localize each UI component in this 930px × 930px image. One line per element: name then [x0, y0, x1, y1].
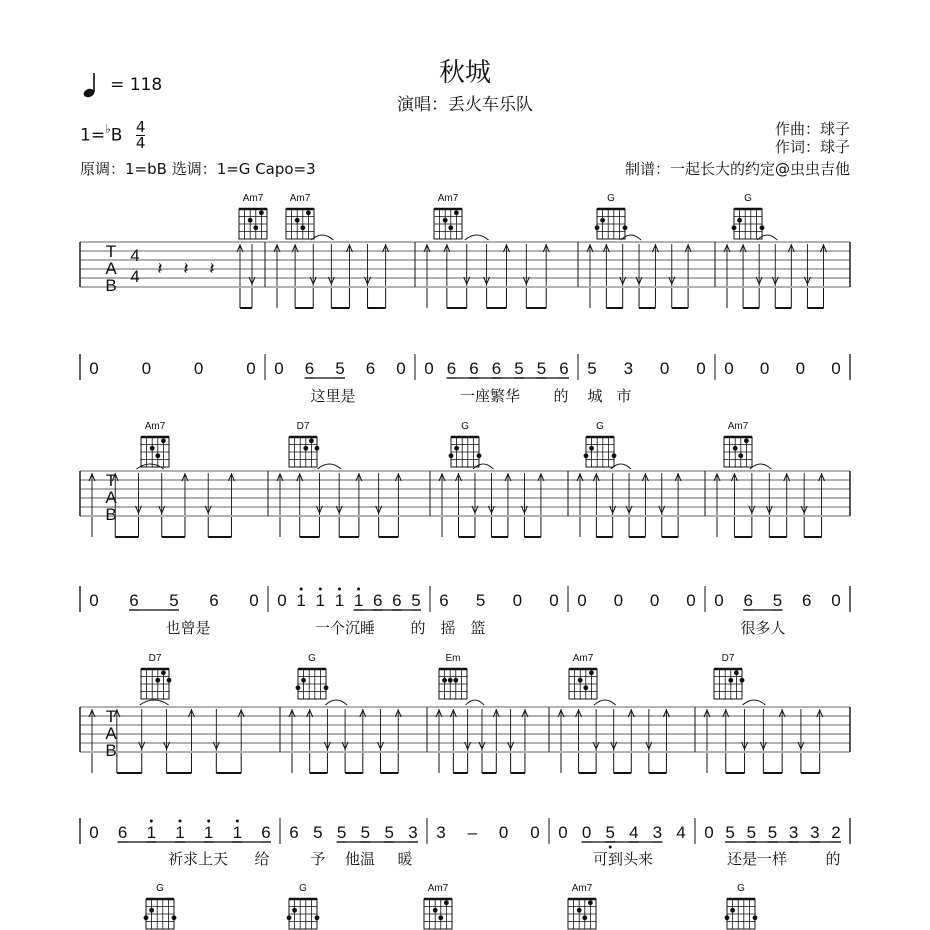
- rest-icon: 𝄽: [209, 259, 215, 278]
- jianpu-note: 6: [372, 591, 383, 610]
- tie-arc: [317, 464, 341, 469]
- jianpu-note: 5: [746, 823, 757, 842]
- chord-diagram: [732, 193, 765, 239]
- lyric-word: 一个沉睡: [314, 619, 376, 637]
- jianpu-note: 0: [246, 359, 256, 378]
- chord-dot: [577, 908, 582, 913]
- jianpu-note: 0: [686, 591, 696, 610]
- chord-name: G: [299, 883, 307, 894]
- chord-name: Am7: [144, 421, 166, 432]
- jianpu-note: 1: [175, 823, 185, 842]
- jianpu-note: 0: [558, 823, 568, 842]
- tie-arc: [311, 235, 333, 240]
- chord-dot: [155, 678, 160, 683]
- jianpu-note: 3: [408, 823, 418, 842]
- lyricist: 作词：球子: [774, 138, 850, 156]
- chord-name: G: [737, 883, 745, 894]
- lyric-word: 他温: [344, 850, 376, 868]
- jianpu-note: 0: [831, 359, 841, 378]
- chord-dot: [737, 218, 742, 223]
- jianpu-note: 6: [304, 359, 315, 378]
- jianpu-note: 0: [193, 359, 204, 378]
- lyric-word: 很多人: [740, 619, 786, 637]
- chord-dot: [442, 678, 447, 683]
- lyric-word: 的: [825, 850, 841, 868]
- jianpu-note: 3: [810, 823, 820, 842]
- chord-diagram: [724, 421, 752, 467]
- jianpu-note: 5: [336, 823, 347, 842]
- chord-diagram: [439, 653, 467, 699]
- chord-dot: [734, 670, 739, 675]
- lyric-word: 摇: [440, 619, 456, 637]
- chord-diagram: [287, 883, 320, 929]
- lyric-word: 这里是: [310, 387, 356, 405]
- jianpu-note: 1: [146, 823, 157, 842]
- chord-dot: [315, 446, 320, 451]
- chord-diagram: [296, 653, 329, 699]
- chord-dot: [448, 678, 453, 683]
- lyric-word: 的: [553, 387, 569, 405]
- chord-diagram: [141, 421, 169, 467]
- tab-letter: T: [105, 471, 117, 490]
- tab-letter: T: [105, 707, 117, 726]
- rest-icon: 𝄽: [157, 259, 163, 278]
- jianpu-note: 6: [209, 591, 219, 610]
- jianpu-note: 0: [249, 591, 259, 610]
- chord-dot: [584, 453, 589, 458]
- chord-dot: [315, 915, 320, 920]
- chord-diagram: [568, 883, 596, 929]
- tab-letter: A: [105, 488, 117, 507]
- lyric-word: 可到头来: [592, 850, 654, 868]
- jianpu-note: 0: [277, 591, 287, 610]
- time-numerator: 4: [135, 118, 146, 136]
- jianpu-note: 0: [396, 359, 406, 378]
- octave-dot-high: [338, 588, 341, 591]
- chord-diagram: [289, 421, 319, 467]
- chord-dot: [454, 210, 459, 215]
- jianpu-note: 0: [613, 591, 624, 610]
- jianpu-note: 6: [289, 823, 299, 842]
- chord-dot: [301, 678, 306, 683]
- jianpu-note: –: [467, 823, 478, 842]
- chord-diagram: [449, 421, 482, 467]
- time-denominator: 4: [135, 134, 146, 152]
- chord-name: Am7: [572, 653, 594, 664]
- composer: 作曲：球子: [774, 120, 850, 138]
- chord-dot: [449, 453, 454, 458]
- lyric-word: 还是一样: [726, 850, 788, 868]
- octave-dot-low: [609, 846, 612, 849]
- chord-diagram: [144, 883, 177, 929]
- jianpu-note: 2: [831, 823, 841, 842]
- jianpu-note: 0: [659, 359, 670, 378]
- chord-name: G: [596, 421, 604, 432]
- lyric-word: 祈求上天: [167, 850, 229, 868]
- jianpu-note: 0: [696, 359, 706, 378]
- chord-name: Am7: [571, 883, 593, 894]
- chord-dot: [300, 225, 305, 230]
- arranger: 制谱：一起长大的约定@虫虫吉他: [624, 160, 850, 178]
- chord-dot: [259, 210, 264, 215]
- tab-letter: B: [105, 505, 117, 524]
- chord-dot: [454, 446, 459, 451]
- chord-dot: [582, 915, 587, 920]
- octave-dot-high: [319, 588, 322, 591]
- lyric-word: 篮: [470, 619, 486, 637]
- lyric-word: 市: [616, 387, 632, 405]
- chord-name: G: [308, 653, 316, 664]
- key-note: B: [110, 125, 123, 146]
- chord-dot: [583, 685, 588, 690]
- jianpu-note: 0: [714, 591, 724, 610]
- chord-dot: [150, 446, 155, 451]
- lyric-word: 的: [410, 619, 426, 637]
- rest-icon: 𝄽: [183, 259, 189, 278]
- lyric-word: 给: [254, 850, 270, 868]
- chord-diagram: [434, 193, 462, 239]
- chord-dot: [248, 218, 253, 223]
- singer-line: 演唱：丢火车乐队: [397, 95, 533, 115]
- jianpu-note: 0: [795, 359, 806, 378]
- chord-name: Am7: [289, 193, 311, 204]
- chord-dot: [578, 678, 583, 683]
- jianpu-note: 0: [704, 823, 714, 842]
- chord-dot: [744, 438, 749, 443]
- jianpu-note: 6: [392, 591, 402, 610]
- tab-letter: A: [105, 259, 117, 278]
- jianpu-note: 5: [514, 359, 524, 378]
- jianpu-note: 6: [802, 591, 812, 610]
- jianpu-note: 0: [724, 359, 734, 378]
- jianpu-note: 6: [491, 359, 502, 378]
- chord-dot: [443, 218, 448, 223]
- jianpu-note: 6: [559, 359, 569, 378]
- chord-dot: [753, 915, 758, 920]
- jianpu-note: 6: [129, 591, 139, 610]
- jianpu-note: 1: [232, 823, 243, 842]
- jianpu-note: 0: [89, 591, 99, 610]
- jianpu-note: 0: [759, 359, 770, 378]
- chord-diagram: [286, 193, 314, 239]
- chord-dot: [444, 900, 449, 905]
- chord-name: Am7: [242, 193, 264, 204]
- jianpu-note: 0: [141, 359, 152, 378]
- tab-letter: B: [105, 741, 117, 760]
- tie-arc: [466, 700, 484, 705]
- tie-arc: [465, 235, 489, 240]
- chord-dot: [295, 218, 300, 223]
- chord-dot: [253, 225, 258, 230]
- jianpu-note: 5: [605, 823, 615, 842]
- jianpu-note: 4: [676, 823, 686, 842]
- octave-dot-high: [207, 820, 210, 823]
- time-sig-digit: 4: [130, 246, 140, 265]
- chord-diagram: [569, 653, 597, 699]
- chord-dot: [589, 670, 594, 675]
- chord-name: Em: [445, 653, 461, 664]
- jianpu-note: 0: [831, 591, 841, 610]
- chord-dot: [161, 438, 166, 443]
- jianpu-note: 6: [446, 359, 457, 378]
- jianpu-note: 5: [587, 359, 597, 378]
- jianpu-note: 1: [334, 591, 345, 610]
- chord-name: Am7: [427, 883, 449, 894]
- tempo-value: = 118: [110, 75, 163, 95]
- chord-dot: [438, 915, 443, 920]
- chord-dot: [623, 225, 628, 230]
- jianpu-note: 6: [469, 359, 479, 378]
- chord-name: D7: [296, 421, 310, 432]
- chord-dot: [167, 678, 172, 683]
- jianpu-note: 1: [296, 591, 306, 610]
- chord-diagram: [141, 653, 171, 699]
- time-sig-digit: 4: [130, 267, 140, 286]
- song-title: 秋城: [438, 58, 491, 88]
- jianpu-note: 5: [384, 823, 394, 842]
- tie-arc: [473, 464, 493, 469]
- lyric-word: 一座繁华: [459, 387, 521, 405]
- chord-dot: [161, 670, 166, 675]
- jianpu-note: 5: [772, 591, 783, 610]
- jianpu-note: 0: [649, 591, 660, 610]
- octave-dot-high: [179, 820, 182, 823]
- octave-dot-high: [357, 588, 360, 591]
- lyric-word: 暖: [397, 850, 413, 868]
- lyric-word: 城: [587, 387, 603, 405]
- chord-dot: [172, 915, 177, 920]
- chord-name: G: [156, 883, 164, 894]
- chord-diagram: [424, 883, 452, 929]
- jianpu-note: 5: [360, 823, 371, 842]
- key-prefix: 1=: [80, 125, 106, 146]
- chord-dot: [730, 908, 735, 913]
- chord-diagram: [239, 193, 267, 239]
- chord-dot: [303, 446, 308, 451]
- chord-dot: [600, 218, 605, 223]
- jianpu-note: 1: [353, 591, 364, 610]
- chord-diagram: [595, 193, 628, 239]
- chord-dot: [309, 438, 314, 443]
- jianpu-note: 0: [424, 359, 434, 378]
- chord-dot: [725, 915, 730, 920]
- jianpu-note: 0: [512, 591, 523, 610]
- chord-dot: [306, 210, 311, 215]
- chord-dot: [728, 678, 733, 683]
- jianpu-note: 3: [652, 823, 663, 842]
- chord-dot: [595, 225, 600, 230]
- chord-dot: [733, 446, 738, 451]
- jianpu-note: 5: [313, 823, 323, 842]
- octave-dot-high: [300, 588, 303, 591]
- jianpu-note: 0: [549, 591, 559, 610]
- chord-dot: [149, 908, 154, 913]
- key-flat: ♭: [105, 121, 111, 136]
- chord-dot: [732, 225, 737, 230]
- chord-dot: [740, 678, 745, 683]
- tie-arc: [325, 700, 347, 705]
- chord-name: G: [607, 193, 615, 204]
- chord-diagram: [714, 653, 744, 699]
- jianpu-note: 5: [411, 591, 421, 610]
- jianpu-note: 3: [788, 823, 799, 842]
- octave-dot-high: [150, 820, 153, 823]
- chord-dot: [292, 908, 297, 913]
- jianpu-note: 3: [623, 359, 634, 378]
- tab-letter: A: [105, 724, 117, 743]
- jianpu-note: 3: [436, 823, 446, 842]
- chord-dot: [296, 685, 301, 690]
- jianpu-note: 4: [629, 823, 639, 842]
- octave-dot-high: [236, 820, 239, 823]
- jianpu-note: 6: [261, 823, 271, 842]
- tie-arc: [743, 700, 766, 705]
- jianpu-note: 1: [203, 823, 214, 842]
- jianpu-note: 5: [725, 823, 735, 842]
- chord-diagram: [725, 883, 758, 929]
- chord-dot: [612, 453, 617, 458]
- tie-arc: [750, 464, 771, 469]
- jianpu-note: 6: [365, 359, 376, 378]
- tie-arc: [140, 700, 169, 705]
- tie-arc: [594, 700, 616, 705]
- jianpu-note: 0: [581, 823, 592, 842]
- chord-name: Am7: [437, 193, 459, 204]
- jianpu-note: 6: [117, 823, 128, 842]
- chord-diagram: [584, 421, 617, 467]
- chord-name: G: [744, 193, 752, 204]
- chord-dot: [760, 225, 765, 230]
- jianpu-note: 5: [475, 591, 486, 610]
- chord-dot: [433, 908, 438, 913]
- jianpu-note: 5: [169, 591, 179, 610]
- chord-dot: [144, 915, 149, 920]
- chord-name: D7: [721, 653, 735, 664]
- chord-name: Am7: [727, 421, 749, 432]
- jianpu-note: 0: [530, 823, 540, 842]
- chord-dot: [453, 678, 458, 683]
- jianpu-note: 1: [315, 591, 326, 610]
- chord-dot: [155, 453, 160, 458]
- jianpu-note: 6: [439, 591, 449, 610]
- chord-dot: [589, 446, 594, 451]
- jianpu-note: 0: [577, 591, 587, 610]
- chord-name: D7: [148, 653, 162, 664]
- tab-letter: B: [105, 276, 117, 295]
- chord-dot: [738, 453, 743, 458]
- tab-letter: T: [105, 242, 117, 261]
- jianpu-note: 0: [89, 823, 99, 842]
- jianpu-note: 0: [274, 359, 284, 378]
- chord-dot: [448, 225, 453, 230]
- jianpu-note: 5: [536, 359, 547, 378]
- chord-dot: [287, 915, 292, 920]
- chord-dot: [324, 685, 329, 690]
- jianpu-note: 0: [498, 823, 509, 842]
- jianpu-note: 5: [767, 823, 778, 842]
- jianpu-note: 6: [743, 591, 753, 610]
- original-key-line: 原调：1=bB 选调：1=G Capo=3: [80, 160, 316, 178]
- chord-name: G: [461, 421, 469, 432]
- lyric-word: 也曾是: [165, 619, 211, 637]
- lyric-word: 予: [310, 850, 326, 868]
- jianpu-note: 5: [335, 359, 345, 378]
- chord-dot: [588, 900, 593, 905]
- jianpu-note: 0: [89, 359, 99, 378]
- chord-dot: [477, 453, 482, 458]
